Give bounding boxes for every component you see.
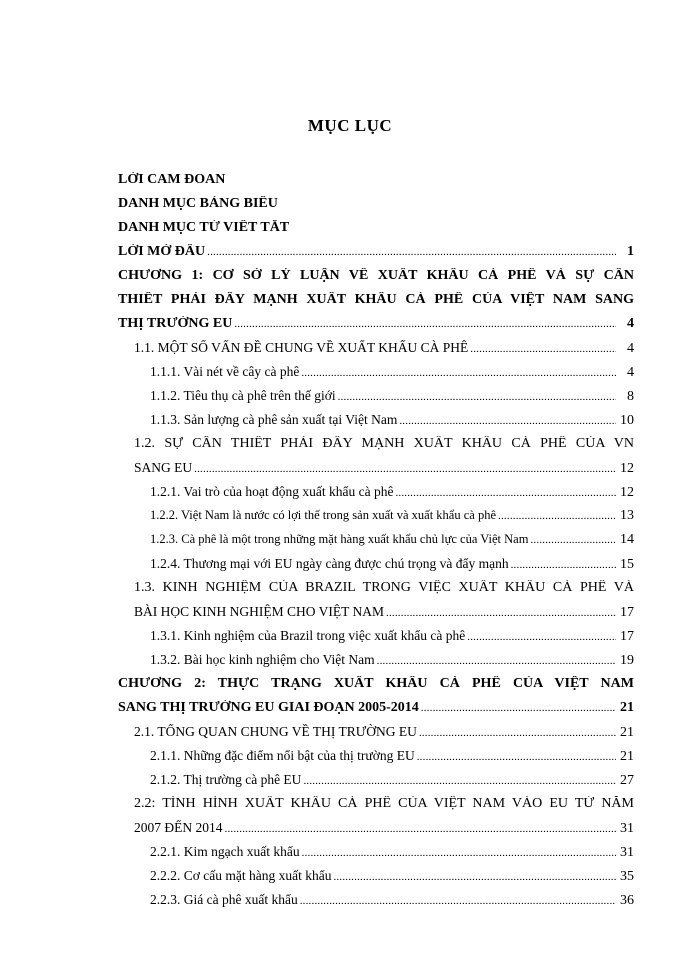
toc-entry-text: LỜI MỞ ĐẦU xyxy=(118,244,206,259)
toc-entry-text: SANG THỊ TRƯỜNG EU GIAI ĐOẠN 2005-2014 xyxy=(118,700,419,715)
dot-leader xyxy=(194,463,616,475)
toc-section-2-1-1[interactable] xyxy=(118,748,634,772)
toc-entry-loi-cam-doan[interactable] xyxy=(118,172,634,196)
toc-section-1-1[interactable] xyxy=(118,340,634,364)
toc-entry-text: 2.2: TÌNH HÌNH XUẤT KHẨU CÀ PHÊ CỦA VIỆT NAM VÀO EU TỪ NĂM xyxy=(134,796,634,811)
dot-leader xyxy=(377,655,616,667)
toc-entry-text: 2007 ĐẾN 2014 xyxy=(134,820,223,835)
dot-leader xyxy=(303,775,616,787)
toc-section-1-3-line-1[interactable] xyxy=(118,580,634,604)
toc-page-number: 12 xyxy=(620,461,634,476)
toc-section-2-2-line-1[interactable] xyxy=(118,796,634,820)
dot-leader xyxy=(399,415,616,427)
toc-page-number: 12 xyxy=(620,485,634,500)
dot-leader xyxy=(530,534,616,546)
toc-entry-text: 1.1. MỘT SỐ VẤN ĐỀ CHUNG VỀ XUẤT KHẨU CÀ PHÊ xyxy=(134,340,469,355)
dot-leader xyxy=(395,487,616,499)
toc-section-1-3-line-2[interactable] xyxy=(118,604,634,628)
dot-leader xyxy=(419,727,616,739)
toc-page-number: 4 xyxy=(627,365,634,380)
toc-entry-text: 1.2.1. Vai trò của hoạt động xuất khẩu cà phê xyxy=(150,484,394,499)
toc-chapter-1-line-1[interactable] xyxy=(118,268,634,292)
toc-entry-text: LỜI CAM ĐOAN xyxy=(118,172,226,187)
toc-section-2-2-line-2[interactable] xyxy=(118,820,634,844)
dot-leader xyxy=(301,367,616,379)
toc-entry-text: 1.3. KINH NGHIỆM CỦA BRAZIL TRONG VIỆC XUẤT KHẨU CÀ PHÊ VÀ xyxy=(134,580,634,595)
dot-leader xyxy=(511,559,616,571)
toc-section-1-2-3[interactable] xyxy=(118,532,634,556)
toc-section-1-2-line-2[interactable] xyxy=(118,460,634,484)
toc-section-2-1-2[interactable] xyxy=(118,772,634,796)
toc-entry-text: 2.2.1. Kim ngạch xuất khẩu xyxy=(150,844,300,859)
toc-chapter-1-line-2[interactable] xyxy=(118,292,634,316)
toc-entry-text: THỊ TRƯỜNG EU xyxy=(118,316,233,331)
toc-section-1-2-1[interactable] xyxy=(118,484,634,508)
toc-entry-loi-mo-dau[interactable] xyxy=(118,244,634,268)
toc-entry-text: 1.1.2. Tiêu thụ cà phê trên thế giới xyxy=(150,388,336,403)
toc-section-1-1-1[interactable] xyxy=(118,364,634,388)
toc-entry-text: CHƯƠNG 1: CƠ SỞ LÝ LUẬN VỀ XUẤT KHẨU CÀ PHÊ VÀ SỰ CẦN xyxy=(118,268,634,283)
toc-chapter-1-line-3[interactable] xyxy=(118,316,634,340)
toc-page-number: 31 xyxy=(620,821,634,836)
toc-page-number: 15 xyxy=(620,557,634,572)
toc-section-2-2-1[interactable] xyxy=(118,844,634,868)
toc-section-1-2-2[interactable] xyxy=(118,508,634,532)
toc-page-number: 14 xyxy=(620,532,634,547)
dot-leader xyxy=(467,631,616,643)
toc-page-number: 35 xyxy=(620,869,634,884)
toc-page-number: 19 xyxy=(620,653,634,668)
dot-leader xyxy=(498,510,616,522)
dot-leader xyxy=(417,751,616,763)
toc-entry-text: DANH MỤC BẢNG BIỂU xyxy=(118,196,278,211)
toc-page-number: 36 xyxy=(620,893,634,908)
dot-leader xyxy=(470,343,616,355)
toc-section-1-2-line-1[interactable] xyxy=(118,436,634,460)
toc-page-number: 21 xyxy=(620,749,634,764)
toc-section-1-1-2[interactable] xyxy=(118,388,634,412)
toc-entry-text: 1.3.2. Bài học kinh nghiệm cho Việt Nam xyxy=(150,652,375,667)
dot-leader xyxy=(421,702,616,714)
toc-entry-text: 1.2.2. Việt Nam là nước có lợi thế trong sản xuất và xuất khẩu cà phê xyxy=(150,508,497,522)
dot-leader xyxy=(338,391,616,403)
toc-section-1-2-4[interactable] xyxy=(118,556,634,580)
page-title: MỤC LỤC xyxy=(307,116,393,135)
toc-entry-text: SANG EU xyxy=(134,460,193,475)
toc-entry-text: 2.1. TỔNG QUAN CHUNG VỀ THỊ TRƯỜNG EU xyxy=(134,724,417,739)
toc-page-number: 21 xyxy=(620,700,634,715)
toc-entry-text: 1.2. SỰ CẦN THIẾT PHẢI ĐẨY MẠNH XUẤT KHẨU CÀ PHÊ CỦA VN xyxy=(134,436,634,451)
toc-entry-text: CHƯƠNG 2: THỰC TRẠNG XUẤT KHẨU CÀ PHÊ CỦA VIỆT NAM xyxy=(118,676,634,691)
dot-leader xyxy=(234,318,616,330)
toc-page-number: 4 xyxy=(627,341,634,356)
toc-section-1-1-3[interactable] xyxy=(118,412,634,436)
toc-entry-text: 2.2.2. Cơ cấu mặt hàng xuất khẩu xyxy=(150,868,332,883)
toc-page-number: 8 xyxy=(627,389,634,404)
dot-leader xyxy=(333,871,616,883)
toc-entry-text: THIẾT PHẢI ĐẨY MẠNH XUẤT KHẨU CÀ PHÊ CỦA VIỆT NAM SANG xyxy=(118,292,634,307)
toc-entry-text: DANH MỤC TỪ VIẾT TẮT xyxy=(118,220,290,235)
toc-entry-text: 2.1.2. Thị trường cà phê EU xyxy=(150,772,302,787)
table-of-contents xyxy=(118,172,634,916)
dot-leader xyxy=(300,895,616,907)
toc-page-number: 27 xyxy=(620,773,634,788)
toc-entry-text: 2.2.3. Giá cà phê xuất khẩu xyxy=(150,892,298,907)
dot-leader xyxy=(225,823,617,835)
toc-page-number: 1 xyxy=(627,244,634,259)
toc-page-number: 10 xyxy=(620,413,634,428)
toc-page-number: 17 xyxy=(620,605,634,620)
toc-section-1-3-2[interactable] xyxy=(118,652,634,676)
toc-entry-text: BÀI HỌC KINH NGHIỆM CHO VIỆT NAM xyxy=(134,604,384,619)
toc-chapter-2-line-1[interactable] xyxy=(118,676,634,700)
toc-entry-text: 1.1.3. Sản lượng cà phê sản xuất tại Việt Nam xyxy=(150,412,398,427)
toc-entry-text: 1.2.4. Thương mại với EU ngày càng được chú trọng và đẩy mạnh xyxy=(150,556,509,571)
toc-section-2-2-2[interactable] xyxy=(118,868,634,892)
toc-section-2-2-3[interactable] xyxy=(118,892,634,916)
toc-section-1-3-1[interactable] xyxy=(118,628,634,652)
toc-entry-danh-muc-tu-viet-tat[interactable] xyxy=(118,220,634,244)
toc-page-number: 21 xyxy=(620,725,634,740)
toc-entry-text: 1.3.1. Kinh nghiệm của Brazil trong việc xuất khẩu cà phê xyxy=(150,628,466,643)
toc-chapter-2-line-2[interactable] xyxy=(118,700,634,724)
toc-page-number: 13 xyxy=(620,508,634,523)
toc-page-number: 31 xyxy=(620,845,634,860)
toc-entry-text: 1.1.1. Vài nét về cây cà phê xyxy=(150,364,300,379)
toc-entry-text: 1.2.3. Cà phê là một trong những mặt hàng xuất khẩu chủ lực của Việt Nam xyxy=(150,532,529,546)
toc-section-2-1[interactable] xyxy=(118,724,634,748)
toc-page-number: 4 xyxy=(627,316,634,331)
dot-leader xyxy=(207,246,616,258)
dot-leader xyxy=(302,847,616,859)
dot-leader xyxy=(386,607,616,619)
toc-entry-text: 2.1.1. Những đặc điểm nổi bật của thị trường EU xyxy=(150,748,415,763)
toc-entry-danh-muc-bang-bieu[interactable] xyxy=(118,196,634,220)
toc-page-number: 17 xyxy=(620,629,634,644)
